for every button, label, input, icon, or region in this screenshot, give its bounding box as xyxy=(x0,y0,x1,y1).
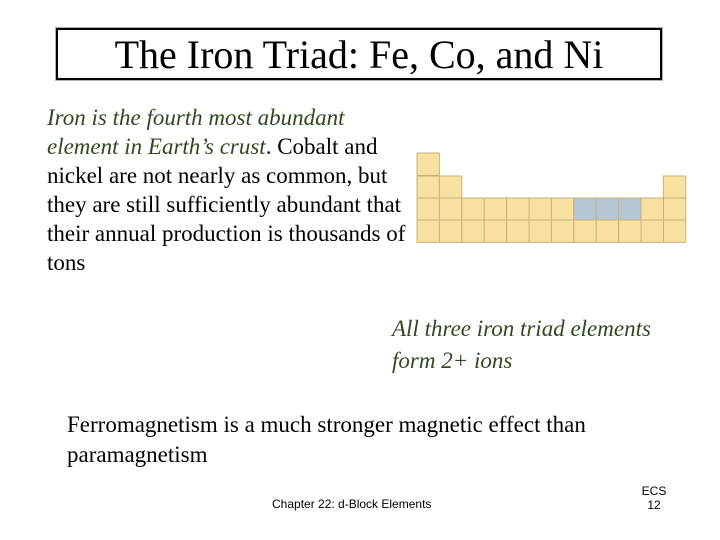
element-cell xyxy=(462,220,484,242)
slide-title-text: The Iron Triad: Fe, Co, and Ni xyxy=(114,31,604,77)
ions-note: All three iron triad elements form 2+ ions xyxy=(392,316,651,373)
highlighted-element-cell xyxy=(574,198,596,220)
highlighted-element-cell xyxy=(596,198,618,220)
intro-rest: . Cobalt and nickel are not nearly as common, but they are still sufficiently abundant that their annual production is thousands of tons xyxy=(47,134,406,275)
intro-emphasis: Iron is the fourth most abundant element in Earth’s crust xyxy=(47,105,345,159)
element-cell xyxy=(574,220,596,242)
element-cell xyxy=(462,198,484,220)
element-cell xyxy=(663,198,685,220)
element-cell xyxy=(439,220,461,242)
element-cell xyxy=(663,176,685,198)
highlighted-element-cell xyxy=(619,198,641,220)
element-cell xyxy=(439,176,461,198)
footer-text: Chapter 22: d-Block Elements xyxy=(272,497,432,511)
ferromagnetism-note: Ferromagnetism is a much stronger magnetic effect than paramagnetism xyxy=(67,412,586,467)
element-cell xyxy=(439,198,461,220)
element-cell xyxy=(551,220,573,242)
slide-number xyxy=(636,484,672,512)
element-cell xyxy=(417,176,439,198)
element-cell xyxy=(417,198,439,220)
element-cell xyxy=(641,220,663,242)
element-cell xyxy=(551,198,573,220)
element-cell xyxy=(417,153,439,175)
intro-paragraph xyxy=(47,103,417,277)
slide-number-label: ECS xyxy=(641,484,667,498)
element-cell xyxy=(663,220,685,242)
element-cell xyxy=(641,198,663,220)
element-cell xyxy=(484,198,506,220)
element-cell xyxy=(619,220,641,242)
element-cell xyxy=(484,220,506,242)
element-cell xyxy=(529,198,551,220)
element-cell xyxy=(417,220,439,242)
element-cell xyxy=(507,220,529,242)
slide-number-value: 12 xyxy=(647,498,661,512)
element-cell xyxy=(507,198,529,220)
element-cell xyxy=(596,220,618,242)
element-cell xyxy=(529,220,551,242)
